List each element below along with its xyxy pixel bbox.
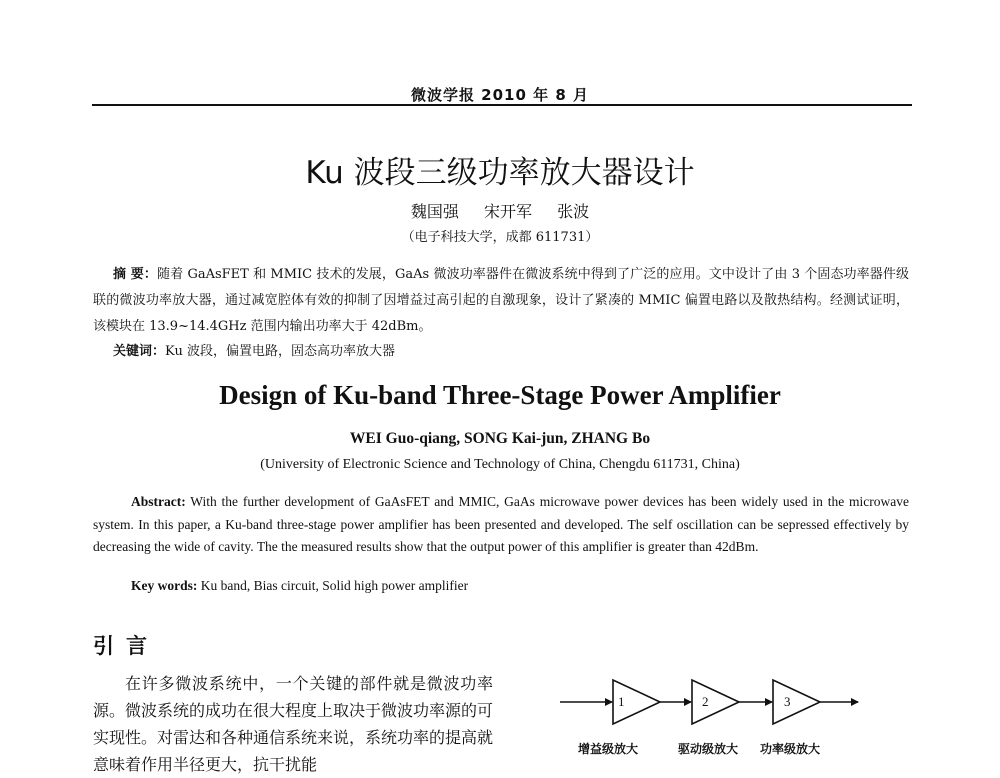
abstract-en-label: Abstract: — [131, 494, 186, 509]
section-title-char-2: 言 — [126, 634, 147, 658]
stage-label-driver: 驱动级放大 — [678, 742, 739, 756]
abstract-en-text: With the further development of GaAsFET and MMIC, GaAs microwave power devices has been widely used in the microwave system. In this paper, a Ku-band three-stage power amplifier has been presented and developed. The self oscillation can be sepressed effectively by decreasing the wide of cavity. The the measured results show that the output power of this amplifier is greater than 42dBm. — [93, 494, 909, 554]
amplifier-stage-1-number: 1 — [618, 694, 625, 709]
author-zh-3: 张波 — [557, 202, 590, 221]
author-zh-1: 魏国强 — [410, 202, 459, 221]
affiliation-en: (University of Electronic Science and Technology of China, Chengdu 611731, China) — [260, 457, 740, 472]
amplifier-stage-2-number: 2 — [702, 694, 709, 709]
abstract-zh-label: 摘 要： — [113, 267, 157, 282]
stage-label-power: 功率级放大 — [760, 742, 821, 756]
title-en: Design of Ku-band Three-Stage Power Amplifier — [219, 380, 781, 410]
introduction-paragraph: 在许多微波系统中，一个关键的部件就是微波功率源。微波系统的成功在很大程度上取决于微波功率源的可实现性。对雷达和各种通信系统来说，系统功率的提高就意味着作用半径更大，抗干扰能 — [93, 674, 494, 774]
amplifier-stage-2-triangle — [692, 680, 739, 724]
title-zh: Ku 波段三级功率放大器设计 — [305, 155, 695, 191]
amplifier-stage-3-number: 3 — [784, 694, 791, 709]
authors-en: WEI Guo-qiang, SONG Kai-jun, ZHANG Bo — [349, 430, 651, 447]
authors-zh — [0, 199, 1000, 222]
stage-label-gain: 增益级放大 — [578, 742, 639, 756]
section-title-char-1: 引 — [93, 634, 114, 658]
affiliation-zh: （电子科技大学，成都 611731） — [401, 230, 599, 245]
keywords-en — [131, 578, 468, 594]
keywords-zh — [113, 340, 395, 359]
abstract-en — [93, 491, 909, 559]
journal-header: 微波学报 2010 年 8 月 — [410, 86, 590, 104]
keywords-zh-label: 关键词： — [113, 344, 166, 359]
keywords-zh-text: Ku 波段，偏置电路，固态高功率放大器 — [165, 344, 395, 359]
header-rule — [92, 104, 912, 106]
keywords-en-text: Ku band, Bias circuit, Solid high power amplifier — [197, 578, 469, 593]
amplifier-chain-diagram — [560, 668, 860, 738]
amplifier-chain-figure — [560, 668, 860, 760]
section-title-introduction — [93, 630, 159, 660]
keywords-en-label: Key words: — [131, 578, 198, 593]
author-zh-2: 宋开军 — [483, 202, 532, 221]
abstract-zh-text: 随着 GaAsFET 和 MMIC 技术的发展，GaAs 微波功率器件在微波系统中得到了广泛的应用。文中设计了由 3 个固态功率器件级联的微波功率放大器，通过减宽腔体有效的抑制了因增益过高引起的自激现象，设计了紧凑的 MMIC 偏置电路以及散热结构。经测试证明，该模块在 13.9~14.4GHz 范围内输出功率大于 42dBm。 — [93, 267, 909, 334]
abstract-zh — [93, 262, 909, 340]
amplifier-stage-3-triangle — [773, 680, 820, 724]
